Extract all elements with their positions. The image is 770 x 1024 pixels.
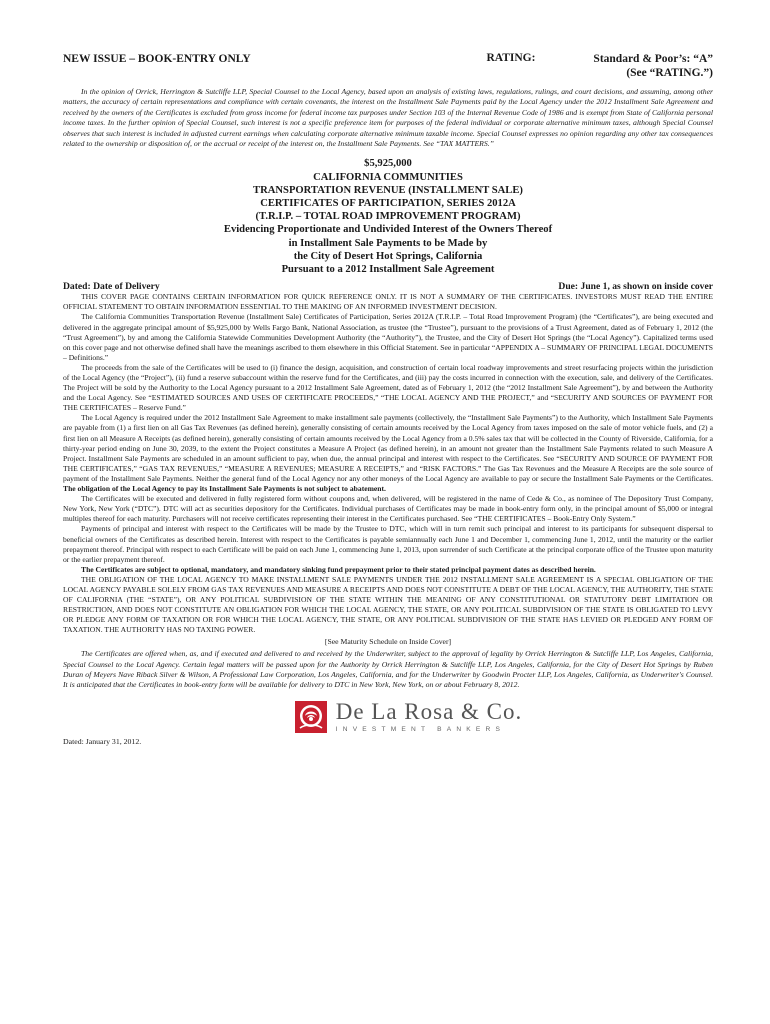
logo-subtitle: INVESTMENT BANKERS: [335, 726, 506, 734]
due-label: Due: June 1, as shown on inside cover: [558, 281, 713, 293]
rating-label: RATING:: [486, 52, 536, 64]
header-row: [63, 52, 713, 80]
title-line: the City of Desert Hot Springs, California: [293, 250, 483, 262]
body-paragraph: The proceeds from the sale of the Certificates will be used to (i) finance the design, acquisition, and construction of certain local roadway improvements and street resurfacing projects within the jurisdiction of the Local Agency (the “Project”), (ii) fund a reserve subaccount within the reserve fund for the Certificates, and (iii) pay the costs incurred in connection with the execution, sale, and delivery of the Certificates. The Project will be sold by the Authority to the Local Agency pursuant to a 2012 Installment Sale Agreement, dated as of February 1, 2012 (the “2012 Installment Sale Agreement”), by and between the Authority and the Local Agency. See “ESTIMATED SOURCES AND USES OF CERTIFICATE PROCEEDS,” “THE LOCAL AGENCY AND THE PROJECT,” and “SECURITY AND SOURCES OF PAYMENT FOR THE CERTIFICATES – Reserve Fund.”: [63, 362, 713, 413]
rating-value-line-1: Standard & Poor’s: “A”: [593, 53, 713, 65]
rating-value-line-2: (See “RATING.”): [626, 67, 713, 79]
prepayment-statement: The Certificates are subject to optional, mandatory, and mandatory sinking fund prepayment prior to their stated principal payment dates as described herein.: [81, 564, 596, 574]
logo-name: De La Rosa & Co.: [335, 699, 523, 725]
title-line: (T.R.I.P. – TOTAL ROAD IMPROVEMENT PROGRAM): [255, 211, 521, 223]
rose-icon: [294, 700, 328, 734]
rating-value: [593, 52, 713, 80]
underwriter-logo: [103, 700, 713, 734]
document-date: Dated: January 31, 2012.: [63, 736, 142, 746]
logo-text: [336, 700, 523, 733]
title-line: in Installment Sale Payments to be Made by: [288, 237, 488, 249]
title-line: CALIFORNIA COMMUNITIES: [313, 171, 463, 183]
body-paragraph: THIS COVER PAGE CONTAINS CERTAIN INFORMATION FOR QUICK REFERENCE ONLY. IT IS NOT A SUMMARY OF THE CERTIFICATES. INVESTORS MUST READ THE ENTIRE OFFICIAL STATEMENT TO OBTAIN INFORMATION ESSENTIAL TO THE MAKING OF AN INFORMED INVESTMENT DECISION.: [63, 292, 713, 312]
body-paragraph: [63, 413, 713, 494]
title-amount: $5,925,000: [364, 158, 412, 170]
obligation-paragraph: THE OBLIGATION OF THE LOCAL AGENCY TO MAKE INSTALLMENT SALE PAYMENTS UNDER THE 2012 INSTALLMENT SALE AGREEMENT IS A SPECIAL OBLIGATION OF THE LOCAL AGENCY PAYABLE SOLELY FROM GAS TAX REVENUES AND MEASURE A RECEIPTS AND DOES NOT CONSTITUTE A DEBT OF THE LOCAL AGENCY, THE AUTHORITY, THE STATE OF CALIFORNIA (THE “STATE”), OR ANY POLITICAL SUBDIVISION OF THE STATE WITHIN THE MEANING OF ANY CONSTITUTIONAL OR STATUTORY DEBT LIMITATION OR RESTRICTION, AND DOES NOT CONSTITUTE AN OBLIGATION FOR WHICH THE LOCAL AGENCY, THE STATE, OR ANY POLITICAL SUBDIVISION OF THE STATE IS OBLIGATED TO LEVY OR PLEDGE ANY FORM OF TAXATION OR FOR WHICH THE LOCAL AGENCY, THE STATE, OR ANY POLITICAL SUBDIVISION OF THE STATE HAS LEVIED OR PLEDGED ANY FORM OF TAXATION. THE AUTHORITY HAS NO TAXING POWER.: [63, 574, 713, 635]
dated-due-row: [63, 281, 713, 292]
title-line: TRANSPORTATION REVENUE (INSTALLMENT SALE): [253, 184, 523, 196]
rating-block: [486, 52, 713, 80]
issue-label: NEW ISSUE – BOOK-ENTRY ONLY: [63, 53, 251, 65]
title-line: Evidencing Proportionate and Undivided Interest of the Owners Thereof: [223, 224, 553, 236]
tax-opinion-paragraph: In the opinion of Orrick, Herrington & Sutcliffe LLP, Special Counsel to the Local Agency, based upon an analysis of existing laws, regulations, rulings, and court decisions, and assuming, among other matters, the accuracy of certain representations and compliance with certain covenants, the interest on the Installment Sale Payments paid by the Local Agency under the 2012 Installment Sale Agreement and received by the owners of the Certificates is excluded from gross income for federal income tax purposes under Section 103 of the Internal Revenue Code of 1986 and is exempt from State of California personal income taxes. In the further opinion of Special Counsel, such interest is not a specific preference item for purposes of the federal individual or corporate alternative minimum taxes, although Special Counsel observes that such interest is included in adjusted current earnings when calculating corporate alternative minimum taxable income. Special Counsel expresses no opinion regarding any other tax consequences related to the ownership or disposition of, or the accrual or receipt of the interest on, the Installment Sale Payments. See “TAX MATTERS.”: [63, 87, 713, 149]
body-paragraph: The California Communities Transportation Revenue (Installment Sale) Certificates of Participation, Series 2012A (T.R.I.P. – Total Road Improvement Program) (the “Certificates”), are being executed and delivered in the aggregate principal amount of $5,925,000 by Wells Fargo Bank, National Association, as trustee (the “Trustee”), pursuant to the provisions of a Trust Agreement, dated as of February 1, 2012 (the “Trust Agreement”), by and among the California Statewide Communities Development Authority (the “Authority”), the Trustee, and the City of Desert Hot Springs (the “Local Agency”). Capitalized terms used on this cover page and not otherwise defined shall have the meanings ascribed to them elsewhere in this Official Statement. See in particular “APPENDIX A – SUMMARY OF PRINCIPAL LEGAL DOCUMENTS – Definitions.”: [63, 312, 713, 362]
body-paragraph: Payments of principal and interest with respect to the Certificates will be made by the Trustee to DTC, which will in turn remit such principal and interest to its participants for subsequent dispersal to beneficial owners of the Certificates as described herein. Interest with respect to the Certificates is payable semiannually each June 1 and December 1, commencing June 1, 2012, until the maturity or the earlier prepayment thereof. Principal with respect to each Certificate will be paid on each June 1, commencing June 1, 2013, upon surrender of such Certificate at the principal corporate office of the Trustee upon maturity or the earlier prepayment thereof.: [63, 524, 713, 564]
document-page: [63, 52, 713, 746]
body-paragraph: The Certificates will be executed and delivered in fully registered form without coupons and, when delivered, will be registered in the name of Cede & Co., as nominee of The Depository Trust Company, New York, New York (“DTC”). DTC will act as securities depository for the Certificates. Individual purchases of Certificates may be made in book-entry form only, in the principal amount of $5,000 or integral multiples thereof for each maturity. Purchasers will not receive certificates representing their interest in the Certificates purchased. See “THE CERTIFICATES – Book-Entry Only System.”: [63, 494, 713, 524]
abatement-statement: The obligation of the Local Agency to pay its Installment Sale Payments is not subject to abatement.: [63, 484, 386, 494]
dated-label: Dated: Date of Delivery: [63, 281, 160, 293]
maturity-note: [See Maturity Schedule on Inside Cover]: [324, 637, 452, 647]
body-text: The Local Agency is required under the 2012 Installment Sale Agreement to make installment sale payments (collectively, the “Installment Sale Payments”) to the Authority, which Installment Sale Payments are payable from (1) a first lien on all Gas Tax Revenues (as defined herein), generally consisting of certain amounts received by the Local Agency from taxes imposed on the sale of motor vehicle fuels, and (2) a first lien on all Measure A Receipts (as defined herein), generally consisting of certain amounts received by the Local Agency from a 0.5% sales tax that will be collected in the County of Riverside, California, for a thirty-year period ending on June 30, 2039, to the extent the Project constitutes a Measure A Project (as defined herein), in an amount not greater than the Installment Sale Payments related to such Measure A Project. Installment Sale Payments are scheduled in an amount sufficient to pay, when due, the annual principal and interest with respect to the Certificates. See “SECURITY AND SOURCE OF PAYMENT FOR THE CERTIFICATES,” “GAS TAX REVENUES,” “MEASURE A REVENUES; MEASURE A RECEIPTS,” and “RISK FACTORS.” The Gas Tax Revenues and the Measure A Receipts are the sole source of payment of the Installment Sale Payments. Neither the general fund of the Local Agency nor any other moneys of the Local Agency are available to pay or secure the Installment Sale Payments or the Certificates.: [63, 413, 713, 483]
closing-paragraph: The Certificates are offered when, as, and if executed and delivered to and received by the Underwriter, subject to the approval of legality by Orrick Herrington & Sutcliffe LLP, Los Angeles, California, Special Counsel to the Local Agency. Certain legal matters will be passed upon for the Authority by Orrick Herrington & Sutcliffe LLP, Los Angeles, California, for the City of Desert Hot Springs by Ruben Duran of Meyers Nave Riback Silver & Wilson, A Professional Law Corporation, Los Angeles, California, and for the Underwriter by Goodwin Procter LLP, Los Angeles, California, as Underwriter's Counsel. It is anticipated that the Certificates in book-entry form will be available for delivery to DTC in New York, New York, on or about February 8, 2012.: [63, 649, 713, 690]
title-line: CERTIFICATES OF PARTICIPATION, SERIES 2012A: [260, 198, 516, 210]
title-block: [63, 157, 713, 276]
title-line: Pursuant to a 2012 Installment Sale Agreement: [281, 264, 495, 276]
